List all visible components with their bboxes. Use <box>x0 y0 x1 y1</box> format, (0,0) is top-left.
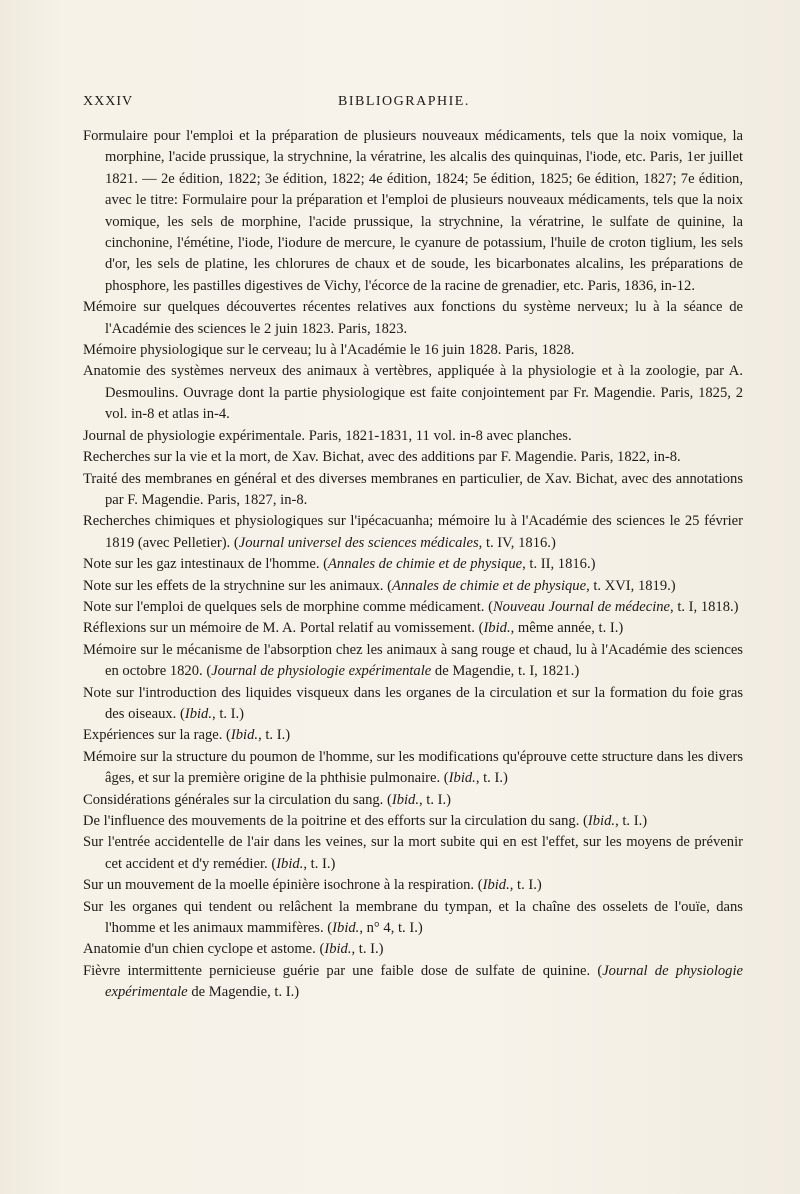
bibliography-entry <box>83 554 743 575</box>
entry-text: Considérations générales sur la circulation du sang. ( <box>83 791 392 808</box>
entry-text: Recherches chimiques et physiologiques sur l'ipécacuanha; mémoire lu à l'Académie des sciences le 25 février 1819 (avec Pelletier). ( <box>83 513 743 551</box>
bibliography-entry <box>83 725 743 746</box>
bibliography-entry <box>83 511 743 554</box>
entry-source-title: Ibid. <box>184 705 213 722</box>
entry-source-title: Ibid. <box>276 855 304 872</box>
bibliography-entry <box>83 447 743 468</box>
bibliography-entry <box>83 340 743 361</box>
entry-source-title: Ibid. <box>482 877 510 894</box>
bibliography-entry <box>83 832 743 875</box>
entry-text-after: , t. I.) <box>351 941 384 958</box>
entry-text: Traité des membranes en général et des diverses membranes en particulier, de Xav. Bichat, avec des annotations par F. Magendie. Paris, 1827, in-8. <box>83 470 743 508</box>
entry-source-title: Ibid. <box>332 920 360 937</box>
entry-text-after: , t. I.) <box>475 770 508 787</box>
entry-source-title: Annales de chimie et de physique <box>328 556 523 573</box>
entry-text: Sur les organes qui tendent ou relâchent la membrane du tympan, et la chaîne des osselets de l'ouïe, dans l'homme et les animaux mammifères. ( <box>83 898 743 937</box>
entry-text: Note sur les effets de la strychnine sur les animaux. ( <box>83 577 392 594</box>
page-number: XXXIV <box>83 94 134 109</box>
entry-text: Formulaire pour l'emploi et la préparation de plusieurs nouveaux médicaments, tels que la noix vomique, la morphine, l'acide prussique, la strychnine, la vératrine, les alcalis des quinquinas, l'iode, etc. Paris, 1er juillet 1821. — 2e édition, 1822; 3e édition, 1822; 4e édition, 1824; 5e édition, 1825; 6e édition, 1827; 7e édition, avec le titre: Formulaire pour la préparation et l'emploi de plusieurs nouveaux médicaments, tels que la noix vomique, les sels de morphine, l'acide prussique, la strychnine, la vératrine, le sulfate de quinine, la cinchonine, l'émétine, l'iode, l'iodure de mercure, le cyanure de potassium, l'huile de croton tiglium, les sels d'or, les sels de platine, les chlorures de chaux et de soude, les bicarbonates alcalins, les préparations de phosphore, les pastilles digestives de Vichy, l'écorce de la racine de grenadier, etc. Paris, 1836, in-12. <box>83 128 743 294</box>
bibliography-entry <box>83 875 743 896</box>
entry-text: Journal de physiologie expérimentale. Paris, 1821-1831, 11 vol. in-8 avec planches. <box>83 427 572 444</box>
bibliography-entry <box>83 790 743 811</box>
entry-text: Mémoire sur la structure du poumon de l'homme, sur les modifications qu'éprouve cette structure dans les divers âges, et sur la première origine de la phthisie pulmonaire. ( <box>83 748 743 787</box>
entry-text-after: , t. IV, 1816.) <box>478 534 556 551</box>
entry-text-after: , t. I.) <box>258 727 291 744</box>
bibliography-entry <box>83 618 743 639</box>
entry-text-after: , t. I.) <box>303 855 336 872</box>
entry-text: Mémoire sur quelques découvertes récentes relatives aux fonctions du système nerveux; lu à la séance de l'Académie des sciences le 2 juin 1823. Paris, 1823. <box>83 299 743 337</box>
page-header <box>83 94 743 116</box>
entry-source-title: Journal de physiologie expérimentale <box>105 962 743 1001</box>
bibliography-entry <box>83 683 743 726</box>
bibliography-entry <box>83 939 743 960</box>
entry-text-after: , t. XVI, 1819.) <box>586 577 676 594</box>
entry-source-title: Journal universel des sciences médicales <box>238 534 479 551</box>
entry-text: Note sur l'introduction des liquides visqueux dans les organes de la circulation et sur la formation du foie gras des oiseaux. ( <box>83 684 743 722</box>
entry-text: Anatomie d'un chien cyclope et astome. ( <box>83 941 325 958</box>
entry-source-title: Ibid. <box>483 620 511 637</box>
entry-source-title: Annales de chimie et de physique <box>391 577 587 594</box>
entry-text: Note sur les gaz intestinaux de l'homme. ( <box>83 556 328 573</box>
bibliography-entry <box>83 811 743 832</box>
bibliography-entry <box>83 126 743 297</box>
entry-text: Mémoire physiologique sur le cerveau; lu à l'Académie le 16 juin 1828. Paris, 1828. <box>83 342 575 359</box>
entry-text: Fièvre intermittente pernicieuse guérie par une faible dose de sulfate de quinine. ( <box>83 962 603 979</box>
bibliography-entry <box>83 597 743 618</box>
bibliography-entry <box>83 640 743 683</box>
entry-text-after: de Magendie, t. I, 1821.) <box>431 663 580 680</box>
bibliography-entry <box>83 747 743 790</box>
bibliography-entry <box>83 469 743 512</box>
bibliography-entry <box>83 576 743 597</box>
entry-text: Note sur l'emploi de quelques sels de morphine comme médicament. ( <box>83 598 493 615</box>
entry-source-title: Ibid. <box>587 813 616 829</box>
entry-source-title: Journal de physiologie expérimentale <box>211 663 432 680</box>
entry-text-after: , t. I.) <box>615 813 648 829</box>
entry-text-after: , t. I.) <box>509 877 542 894</box>
entry-text-after: , t. I.) <box>212 705 245 722</box>
entry-source-title: Ibid. <box>448 770 476 787</box>
entry-source-title: Ibid. <box>230 727 259 744</box>
entry-source-title: Ibid. <box>324 941 352 958</box>
entry-text: Recherches sur la vie et la mort, de Xav. Bichat, avec des additions par F. Magendie. Paris, 1822, in-8. <box>83 449 681 466</box>
entry-text: Sur un mouvement de la moelle épinière isochrone à la respiration. ( <box>83 877 483 894</box>
entry-text: De l'influence des mouvements de la poitrine et des efforts sur la circulation du sang. ( <box>83 813 588 829</box>
entry-text-after: , n° 4, t. I.) <box>359 920 423 937</box>
entry-source-title: Ibid. <box>391 791 419 808</box>
entry-text-after: , t. II, 1816.) <box>522 556 596 573</box>
entry-text: Mémoire sur le mécanisme de l'absorption chez les animaux à sang rouge et chaud, lu à l'Académie des sciences en octobre 1820. ( <box>83 641 743 680</box>
entry-text: Réflexions sur un mémoire de M. A. Portal relatif au vomissement. ( <box>83 620 484 637</box>
running-title: BIBLIOGRAPHIE. <box>338 94 470 109</box>
entry-source-title: Nouveau Journal de médecine <box>492 598 671 615</box>
entry-text-after: , t. I, 1818.) <box>670 598 739 615</box>
entry-text-after: , même année, t. I.) <box>510 620 624 637</box>
entry-text-after: de Magendie, t. I.) <box>187 984 300 1001</box>
entry-text-after: , t. I.) <box>419 791 452 808</box>
bibliography-list <box>83 126 743 1004</box>
bibliography-entry <box>83 961 743 1004</box>
bibliography-entry <box>83 297 743 340</box>
entry-text: Expériences sur la rage. ( <box>83 727 231 744</box>
entry-text: Sur l'entrée accidentelle de l'air dans les veines, sur la mort subite qui en est l'effet, sur les moyens de prévenir cet accident et d'y remédier. ( <box>83 834 743 872</box>
entry-text: Anatomie des systèmes nerveux des animaux à vertèbres, appliquée à la physiologie et à la zoologie, par A. Desmoulins. Ouvrage dont la partie physiologique est faite conjointement par Fr. Magendie. Paris, 1825, 2 vol. in-8 et atlas in-4. <box>83 363 743 423</box>
bibliography-entry <box>83 897 743 940</box>
bibliography-entry <box>83 361 743 425</box>
bibliography-entry <box>83 426 743 447</box>
